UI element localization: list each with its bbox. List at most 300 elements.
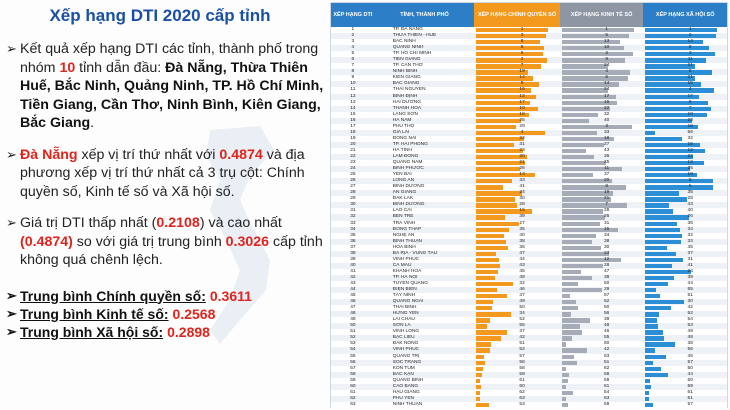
gov-rank-value: 1 — [520, 27, 524, 32]
soc-rank-bar — [645, 34, 716, 38]
eco-rank-value: 2 — [605, 51, 608, 57]
cell-dti-rank: 54 — [350, 347, 356, 353]
eco-rank-value: 20 — [603, 178, 610, 184]
header-soc-rank: XẾP HẠNG XÃ HỘI SỐ — [643, 3, 727, 27]
cell-province: BẠC LIÊU — [392, 335, 415, 341]
header-province: TỈNH, THÀNH PHỐ — [375, 3, 474, 27]
cell-province: ĐỒNG THÁP — [392, 226, 422, 232]
eco-rank-value: 39 — [603, 317, 610, 323]
cell-dti-rank: 46 — [350, 299, 356, 305]
eco-rank-bar — [562, 379, 568, 383]
soc-rank-value: 38 — [687, 341, 693, 347]
soc-rank-bar — [645, 209, 672, 213]
soc-rank-bar — [645, 197, 686, 201]
gov-rank-value: 23 — [519, 147, 525, 153]
eco-rank-value: 52 — [603, 299, 610, 305]
eco-rank-value: 62 — [603, 365, 610, 371]
eco-rank-bar — [562, 155, 594, 159]
gov-rank-bar — [476, 58, 547, 62]
gov-rank-bar — [476, 379, 480, 383]
eco-rank-value: 23 — [603, 250, 610, 256]
eco-rank-value: 28 — [603, 262, 610, 268]
soc-rank-bar — [645, 294, 660, 298]
soc-rank-value: 3 — [688, 51, 692, 57]
cell-province: BẾN TRE — [392, 214, 414, 220]
cell-dti-rank: 52 — [350, 335, 356, 341]
soc-rank-bar — [645, 101, 708, 105]
cell-province: YÊN BÁI — [392, 172, 412, 178]
soc-rank-bar — [645, 131, 654, 135]
soc-rank-value: 44 — [687, 280, 693, 286]
soc-rank-value: 48 — [687, 335, 693, 341]
eco-rank-value: 25 — [603, 160, 610, 166]
soc-rank-bar — [645, 137, 682, 141]
eco-rank-value: 61 — [603, 383, 610, 389]
cell-dti-rank: 18 — [350, 129, 356, 135]
cell-dti-rank: 39 — [350, 256, 356, 262]
soc-rank-bar — [645, 312, 659, 316]
soc-rank-bar — [645, 276, 674, 280]
eco-rank-value: 43 — [603, 147, 610, 153]
gov-rank-bar — [476, 28, 548, 32]
cell-province: VĨNH PHÚC — [392, 256, 420, 262]
cell-province: ĐỒNG NAI — [392, 135, 417, 141]
gov-rank-bar — [476, 125, 516, 129]
cell-province: BÌNH THUẬN — [392, 238, 422, 244]
eco-rank-value: 58 — [603, 371, 610, 377]
cell-dti-rank: 20 — [350, 141, 356, 147]
soc-rank-bar — [645, 355, 666, 359]
gov-rank-bar — [476, 179, 511, 183]
cell-province: LONG AN — [392, 178, 415, 184]
cell-dti-rank: 6 — [351, 57, 355, 63]
soc-rank-value: 22 — [687, 153, 693, 159]
gov-rank-bar — [476, 240, 506, 244]
soc-rank-bar — [645, 203, 669, 207]
cell-province: THÁI NGUYÊN — [392, 87, 426, 93]
soc-rank-bar — [645, 70, 711, 74]
cell-province: TP. HỒ CHÍ MINH — [392, 51, 432, 57]
soc-rank-bar — [645, 336, 663, 340]
soc-rank-bar — [645, 155, 693, 159]
table-body — [331, 27, 727, 408]
gov-rank-bar — [476, 330, 507, 334]
soc-rank-value: 50 — [687, 365, 693, 371]
soc-rank-value: 15 — [687, 81, 693, 87]
soc-rank-value: 21 — [687, 63, 693, 69]
soc-rank-bar — [645, 185, 712, 189]
cell-dti-rank: 16 — [350, 117, 356, 123]
eco-rank-value: 46 — [603, 329, 610, 335]
eco-rank-value: 57 — [603, 293, 610, 299]
eco-rank-value: 55 — [603, 335, 610, 341]
cell-province: LAI CHÂU — [392, 317, 415, 323]
soc-rank-value: 33 — [687, 238, 693, 244]
soc-rank-value: 32 — [687, 135, 693, 141]
cell-dti-rank: 63 — [350, 401, 356, 407]
cell-dti-rank: 36 — [350, 238, 356, 244]
eco-rank-value: 21 — [603, 196, 610, 202]
soc-rank-bar — [645, 222, 677, 226]
gov-rank-value: 39 — [519, 214, 525, 220]
gov-rank-bar — [476, 288, 497, 292]
cell-province: KIÊN GIANG — [392, 75, 421, 81]
gov-rank-value: 33 — [519, 178, 525, 184]
eco-rank-value: 36 — [603, 153, 610, 159]
cell-province: THANH HÓA — [392, 105, 422, 111]
cell-province: TP. HẢI PHÒNG — [392, 141, 428, 147]
gov-rank-bar — [476, 143, 514, 147]
gov-rank-value: 17 — [519, 99, 525, 105]
cell-province: NGHỆ AN — [392, 232, 415, 238]
soc-rank-value: 14 — [687, 39, 693, 45]
gov-rank-value: 20 — [519, 153, 525, 159]
eco-rank-value: 7 — [605, 202, 608, 208]
cell-province: NINH THUẬN — [392, 401, 423, 407]
gov-rank-bar — [476, 276, 494, 280]
soc-rank-value: 42 — [687, 305, 693, 311]
gov-rank-value: 59 — [519, 371, 525, 377]
cell-province: CAO BẰNG — [392, 383, 419, 389]
eco-rank-value: 9 — [605, 57, 608, 63]
soc-rank-value: 41 — [687, 262, 693, 268]
gov-rank-value: 4 — [520, 129, 524, 135]
eco-rank-bar — [562, 34, 629, 38]
cell-dti-rank: 15 — [350, 111, 356, 117]
soc-rank-value: 28 — [687, 196, 693, 202]
soc-rank-value: 5 — [688, 178, 692, 184]
cell-dti-rank: 23 — [350, 160, 356, 166]
cell-dti-rank: 12 — [350, 93, 356, 99]
gov-rank-bar — [476, 107, 538, 111]
soc-rank-bar — [645, 330, 662, 334]
cell-province: THÁI BÌNH — [392, 305, 417, 311]
soc-rank-bar — [645, 161, 703, 165]
soc-rank-bar — [645, 403, 653, 407]
eco-rank-bar — [562, 373, 569, 377]
eco-rank-value: 16 — [603, 99, 610, 105]
cell-province: BẮC GIANG — [392, 81, 420, 87]
cell-dti-rank: 30 — [350, 202, 356, 208]
gov-rank-bar — [476, 131, 545, 135]
cell-dti-rank: 35 — [350, 232, 356, 238]
gov-rank-bar — [476, 215, 505, 219]
gov-rank-bar — [476, 300, 493, 304]
eco-rank-value: 29 — [603, 287, 610, 293]
gov-rank-value: 49 — [519, 299, 525, 305]
gov-rank-bar — [476, 185, 502, 189]
gov-rank-value: 46 — [519, 287, 525, 293]
soc-rank-value: 24 — [687, 268, 693, 274]
gov-rank-value: 60 — [519, 383, 525, 389]
gov-rank-bar — [476, 52, 542, 56]
gov-rank-value: 3 — [520, 33, 524, 39]
gov-rank-bar — [476, 348, 490, 352]
soc-rank-value: 7 — [688, 105, 692, 111]
eco-rank-value: 18 — [603, 135, 610, 141]
cell-province: TUYÊN QUANG — [392, 280, 428, 286]
soc-rank-value: 55 — [687, 287, 693, 293]
soc-rank-bar — [645, 107, 710, 111]
cell-dti-rank: 5 — [351, 51, 355, 57]
cell-province: QUẢNG TRỊ — [392, 353, 420, 359]
soc-rank-value: 54 — [687, 317, 693, 323]
eco-rank-bar — [562, 58, 625, 62]
gov-rank-value: 29 — [519, 123, 525, 129]
soc-rank-bar — [645, 52, 715, 56]
eco-rank-bar — [562, 324, 580, 328]
soc-rank-value: 5 — [688, 184, 692, 190]
soc-rank-bar — [645, 318, 656, 322]
eco-rank-value: 48 — [603, 323, 610, 329]
gov-rank-value: 2 — [520, 57, 524, 63]
eco-rank-value: 32 — [603, 111, 610, 117]
eco-rank-value: 40 — [603, 117, 610, 123]
gov-rank-value: 16 — [519, 87, 525, 93]
cell-dti-rank: 3 — [351, 39, 355, 45]
gov-rank-bar — [476, 149, 523, 153]
average-soc: ➢ Trung bình Xã hội số: 0.2898 — [6, 323, 210, 340]
eco-rank-bar — [562, 40, 620, 44]
cell-dti-rank: 47 — [350, 305, 356, 311]
cell-province: HẢI DƯƠNG — [392, 99, 421, 105]
eco-rank-bar — [562, 203, 627, 207]
gov-rank-bar — [476, 82, 539, 86]
gov-rank-value: 35 — [519, 226, 525, 232]
cell-dti-rank: 25 — [350, 172, 356, 178]
gov-rank-value: 40 — [519, 232, 525, 238]
gov-rank-bar — [476, 373, 482, 377]
cell-dti-rank: 40 — [350, 262, 356, 268]
cell-province: LÀO CAI — [392, 208, 412, 214]
eco-rank-bar — [562, 276, 592, 280]
eco-rank-value: 10 — [603, 45, 610, 51]
cell-province: CÀ MAU — [392, 262, 412, 268]
soc-rank-value: 19 — [687, 172, 693, 178]
eco-rank-bar — [562, 367, 566, 371]
cell-province: LẠNG SƠN — [392, 111, 418, 117]
soc-rank-bar — [645, 288, 655, 292]
cell-province: ĐẮK NÔNG — [392, 341, 419, 347]
gov-rank-bar — [476, 234, 503, 238]
soc-rank-bar — [645, 82, 701, 86]
cell-dti-rank: 41 — [350, 268, 356, 274]
gov-rank-value: 45 — [519, 268, 525, 274]
soc-rank-value: 1 — [688, 27, 692, 32]
gov-rank-bar — [476, 312, 510, 316]
eco-rank-value: 33 — [603, 129, 610, 135]
soc-rank-value: 37 — [687, 250, 693, 256]
eco-rank-bar — [562, 252, 609, 256]
eco-rank-bar — [562, 385, 566, 389]
cell-dti-rank: 56 — [350, 359, 356, 365]
soc-rank-bar — [645, 361, 653, 365]
soc-rank-value: 35 — [687, 190, 693, 196]
soc-rank-bar — [645, 348, 654, 352]
paragraph-top-ten — [6, 40, 324, 133]
eco-rank-bar — [562, 131, 597, 135]
eco-rank-bar — [562, 107, 610, 111]
eco-rank-bar — [562, 355, 575, 359]
gov-rank-value: 58 — [519, 365, 525, 371]
cell-province: GIA LAI — [392, 129, 410, 135]
cell-province: TP. ĐÀ NẴNG — [392, 27, 423, 32]
cell-province: THỪA THIÊN - HUẾ — [392, 33, 437, 39]
cell-dti-rank: 44 — [350, 287, 356, 293]
cell-province: TP. HÀ NỘI — [392, 274, 418, 280]
gov-rank-bar — [476, 270, 498, 274]
cell-dti-rank: 1 — [351, 27, 355, 32]
soc-rank-value: 36 — [687, 220, 693, 226]
eco-rank-bar — [562, 282, 578, 286]
soc-rank-bar — [645, 88, 714, 92]
dti-ranking-table — [330, 2, 728, 408]
cell-province: VĨNH PHÚC — [392, 347, 420, 353]
cell-province: QUẢNG NINH — [392, 45, 424, 51]
gov-rank-bar — [476, 197, 515, 201]
summary-panel — [6, 40, 324, 341]
soc-rank-bar — [645, 58, 706, 62]
eco-rank-value: 47 — [603, 268, 610, 274]
gov-rank-value: 41 — [519, 184, 525, 190]
cell-dti-rank: 8 — [351, 69, 355, 75]
eco-rank-value: 27 — [603, 141, 610, 147]
soc-rank-bar — [645, 246, 667, 250]
eco-rank-value: 22 — [603, 105, 610, 111]
cell-soc-rank — [643, 402, 727, 408]
gov-rank-value: 57 — [519, 353, 525, 359]
cell-province: SƠN LA — [392, 323, 411, 329]
cell-dti-rank: 28 — [350, 190, 356, 196]
arrow-bullet-icon: ➢ — [6, 215, 17, 230]
eco-rank-bar — [562, 288, 602, 292]
eco-rank-bar — [562, 240, 592, 244]
cell-dti-rank: 50 — [350, 323, 356, 329]
soc-rank-bar — [645, 46, 709, 50]
gov-rank-bar — [476, 361, 485, 365]
eco-rank-value: 24 — [603, 63, 610, 69]
cell-dti-rank: 10 — [350, 81, 356, 87]
eco-rank-bar — [562, 348, 587, 352]
gov-rank-value: 26 — [519, 166, 525, 172]
soc-rank-bar — [645, 258, 683, 262]
soc-rank-bar — [645, 252, 676, 256]
eco-rank-value: 30 — [603, 244, 610, 250]
gov-rank-bar — [476, 342, 491, 346]
cell-province: PHÚ YÊN — [392, 395, 415, 401]
gov-rank-value: 42 — [519, 335, 525, 341]
eco-rank-bar — [562, 28, 634, 32]
gov-rank-bar — [476, 203, 517, 207]
gov-rank-value: 34 — [519, 311, 525, 317]
cell-dti-rank: 9 — [351, 75, 355, 81]
slide-title: Xếp hạng DTI 2020 cấp tỉnh — [49, 6, 271, 25]
soc-rank-bar — [645, 28, 717, 32]
eco-rank-value: 37 — [603, 172, 610, 178]
soc-rank-bar — [645, 191, 678, 195]
soc-rank-value: 40 — [687, 208, 693, 214]
gov-rank-value: 36 — [519, 244, 525, 250]
gov-rank-bar — [476, 367, 483, 371]
soc-rank-bar — [645, 228, 679, 232]
eco-rank-bar — [562, 46, 624, 50]
soc-rank-bar — [645, 215, 688, 219]
cell-dti-rank: 55 — [350, 353, 356, 359]
soc-rank-value: 12 — [687, 147, 693, 153]
gov-rank-value: 25 — [519, 117, 525, 123]
soc-rank-value: 57 — [687, 401, 693, 407]
soc-rank-value: 10 — [687, 111, 693, 117]
cell-dti-rank: 37 — [350, 244, 356, 250]
soc-rank-bar — [645, 306, 670, 310]
soc-rank-bar — [645, 300, 684, 304]
cell-dti-rank: 58 — [350, 371, 356, 377]
cell-province: BÀ RỊA - VŨNG TÀU — [392, 250, 438, 256]
eco-rank-value: 19 — [603, 190, 610, 196]
eco-rank-value: 4 — [605, 69, 608, 75]
gov-rank-value: 8 — [520, 39, 524, 45]
cell-dti-rank: 43 — [350, 280, 356, 286]
cell-province: TRÀ VINH — [392, 220, 416, 226]
cell-eco-rank — [560, 402, 644, 408]
eco-rank-bar — [562, 246, 601, 250]
gov-rank-bar — [476, 294, 507, 298]
gov-rank-bar — [476, 119, 521, 123]
soc-rank-bar — [645, 240, 680, 244]
eco-rank-value: 5 — [605, 33, 608, 39]
arrow-bullet-icon: ➢ — [6, 41, 17, 56]
arrow-bullet-icon: ➢ — [6, 305, 17, 321]
gov-rank-value: 12 — [519, 93, 525, 99]
gov-rank-value: 38 — [519, 238, 525, 244]
gov-rank-bar — [476, 403, 489, 407]
eco-rank-bar — [562, 403, 568, 407]
soc-rank-value: 21 — [687, 75, 693, 81]
gov-rank-value: 37 — [519, 293, 525, 299]
eco-rank-value: 50 — [603, 305, 610, 311]
cell-province: SÓC TRĂNG — [392, 359, 422, 365]
soc-rank-bar — [645, 149, 704, 153]
cell-province: KON TUM — [392, 365, 415, 371]
eco-rank-value: 8 — [605, 184, 608, 190]
cell-dti-rank: 29 — [350, 196, 356, 202]
gov-rank-value: 27 — [519, 220, 525, 226]
soc-rank-value: 34 — [687, 226, 693, 232]
cell-dti-rank: 11 — [350, 87, 356, 93]
soc-rank-value: 17 — [687, 93, 693, 99]
eco-rank-value: 38 — [603, 274, 610, 280]
average-gov: ➢ Trung bình Chính quyền số: 0.3611 — [6, 287, 252, 304]
soc-rank-bar — [645, 234, 682, 238]
cell-province: AN GIANG — [392, 190, 417, 196]
cell-province: QUẢNG BÌNH — [392, 377, 424, 383]
soc-rank-value: 57 — [687, 359, 693, 365]
gov-rank-value: 51 — [519, 341, 525, 347]
gov-rank-value: 6 — [520, 51, 524, 57]
eco-rank-bar — [562, 70, 631, 74]
soc-rank-value: 45 — [687, 244, 693, 250]
eco-rank-value: 54 — [603, 389, 610, 395]
cell-province: ĐẮK LẮK — [392, 196, 414, 202]
eco-rank-value: 60 — [603, 341, 610, 347]
cell-dti-rank: 7 — [351, 63, 355, 69]
gov-rank-value: 61 — [519, 377, 525, 383]
soc-rank-bar — [645, 119, 692, 123]
gov-rank-value: 10 — [519, 105, 525, 111]
gov-rank-bar — [476, 391, 480, 395]
gov-rank-bar — [476, 397, 480, 401]
eco-rank-bar — [562, 306, 578, 310]
